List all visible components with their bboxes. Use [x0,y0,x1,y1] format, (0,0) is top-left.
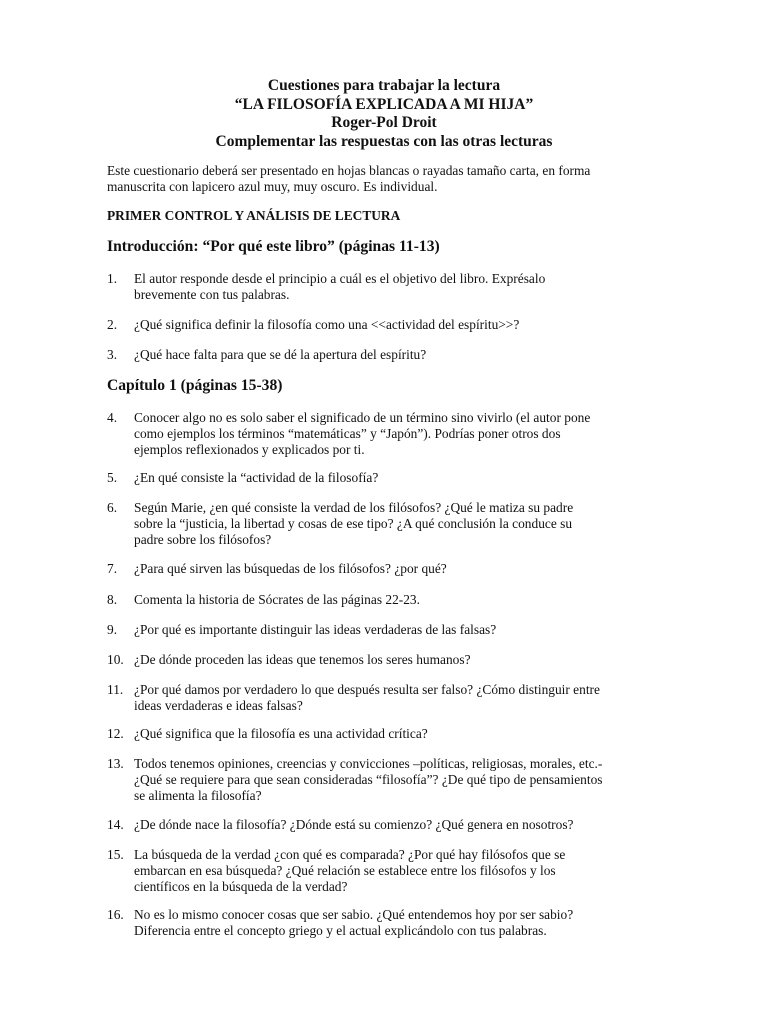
question-item [107,317,667,333]
question-line: Conocer algo no es solo saber el significado de un término sino vivirlo (el autor pone [134,410,591,425]
question-number: 14. [107,817,124,832]
question-line: científicos en la búsqueda de la verdad? [134,879,348,894]
question-number: 9. [107,622,118,637]
question-item [107,470,667,486]
intro-line: Este cuestionario deberá ser presentado en hojas blancas o rayadas tamaño carta, en forma [107,163,591,178]
intro-paragraph [107,163,687,195]
heading-capitulo-1: Capítulo 1 (páginas 15-38) [107,377,283,394]
question-number: 12. [107,726,124,741]
question-item [107,271,667,303]
question-number: 16. [107,907,124,922]
question-line: Comenta la historia de Sócrates de las páginas 22-23. [134,592,420,607]
question-line: ideas verdaderas e ideas falsas? [134,698,303,713]
question-number: 5. [107,470,118,485]
question-line: embarcan en esa búsqueda? ¿Qué relación se establece entre los filósofos y los [134,863,556,878]
question-number: 7. [107,561,118,576]
question-line: ¿Qué significa que la filosofía es una actividad crítica? [134,726,428,741]
question-line: como ejemplos los términos “matemáticas” y “Japón”). Podrías poner otros dos [134,426,561,441]
question-item [107,561,667,577]
question-line: ¿Para qué sirven las búsquedas de los filósofos? ¿por qué? [134,561,447,576]
question-line: brevemente con tus palabras. [134,287,290,302]
question-number: 10. [107,652,124,667]
question-line: padre sobre los filósofos? [134,532,272,547]
question-line: La búsqueda de la verdad ¿con qué es comparada? ¿Por qué hay filósofos que se [134,847,566,862]
question-item [107,907,667,939]
question-item [107,622,667,638]
question-number: 4. [107,410,118,425]
header-book-title: “LA FILOSOFÍA EXPLICADA A MI HIJA” [234,95,534,113]
section-title: PRIMER CONTROL Y ANÁLISIS DE LECTURA [107,208,401,223]
question-line: Todos tenemos opiniones, creencias y convicciones –políticas, religiosas, morales, etc.- [134,756,603,771]
question-line: ¿En qué consiste la “actividad de la filosofía? [134,470,379,485]
question-item [107,592,667,608]
question-line: se alimenta la filosofía? [134,788,262,803]
question-item [107,347,667,363]
question-line: ¿Por qué damos por verdadero lo que después resulta ser falso? ¿Cómo distinguir entre [134,682,600,697]
question-line: ¿Qué significa definir la filosofía como una <<actividad del espíritu>>? [134,317,520,332]
question-number: 2. [107,317,118,332]
question-number: 11. [107,682,124,697]
document-header [0,77,768,151]
question-line: sobre la “justicia, la libertad y cosas de ese tipo? ¿A qué conclusión la conduce su [134,516,573,531]
question-number: 15. [107,847,124,862]
question-line: ¿Qué hace falta para que se dé la apertura del espíritu? [134,347,427,362]
question-item [107,726,667,742]
question-line: El autor responde desde el principio a cuál es el objetivo del libro. Exprésalo [134,271,546,286]
question-number: 8. [107,592,118,607]
header-note: Complementar las respuestas con las otras lecturas [215,132,553,150]
header-author: Roger-Pol Droit [331,114,437,131]
question-line: Diferencia entre el concepto griego y el actual explicándolo con tus palabras. [134,923,547,938]
question-line: Según Marie, ¿en qué consiste la verdad de los filósofos? ¿Qué le matiza su padre [134,500,574,515]
question-item [107,652,667,668]
question-line: ¿Por qué es importante distinguir las ideas verdaderas de las falsas? [134,622,497,637]
question-line: No es lo mismo conocer cosas que ser sabio. ¿Qué entendemos hoy por ser sabio? [134,907,574,922]
question-item [107,500,667,548]
header-title: Cuestiones para trabajar la lectura [267,77,501,94]
question-line: ejemplos reflexionados y explicados por ti. [134,442,365,457]
question-item [107,682,667,714]
heading-introduccion: Introducción: “Por qué este libro” (páginas 11-13) [107,238,440,255]
question-number: 6. [107,500,118,515]
question-number: 1. [107,271,118,286]
question-line: ¿De dónde nace la filosofía? ¿Dónde está su comienzo? ¿Qué genera en nosotros? [134,817,574,832]
question-line: ¿De dónde proceden las ideas que tenemos los seres humanos? [134,652,471,667]
question-item [107,410,667,458]
question-item [107,817,667,833]
question-number: 3. [107,347,118,362]
question-line: ¿Qué se requiere para que sean consideradas “filosofía”? ¿De qué tipo de pensamientos [134,772,603,787]
question-item [107,847,667,895]
intro-line: manuscrita con lapicero azul muy, muy oscuro. Es individual. [107,179,438,194]
question-number: 13. [107,756,124,771]
question-item [107,756,667,804]
